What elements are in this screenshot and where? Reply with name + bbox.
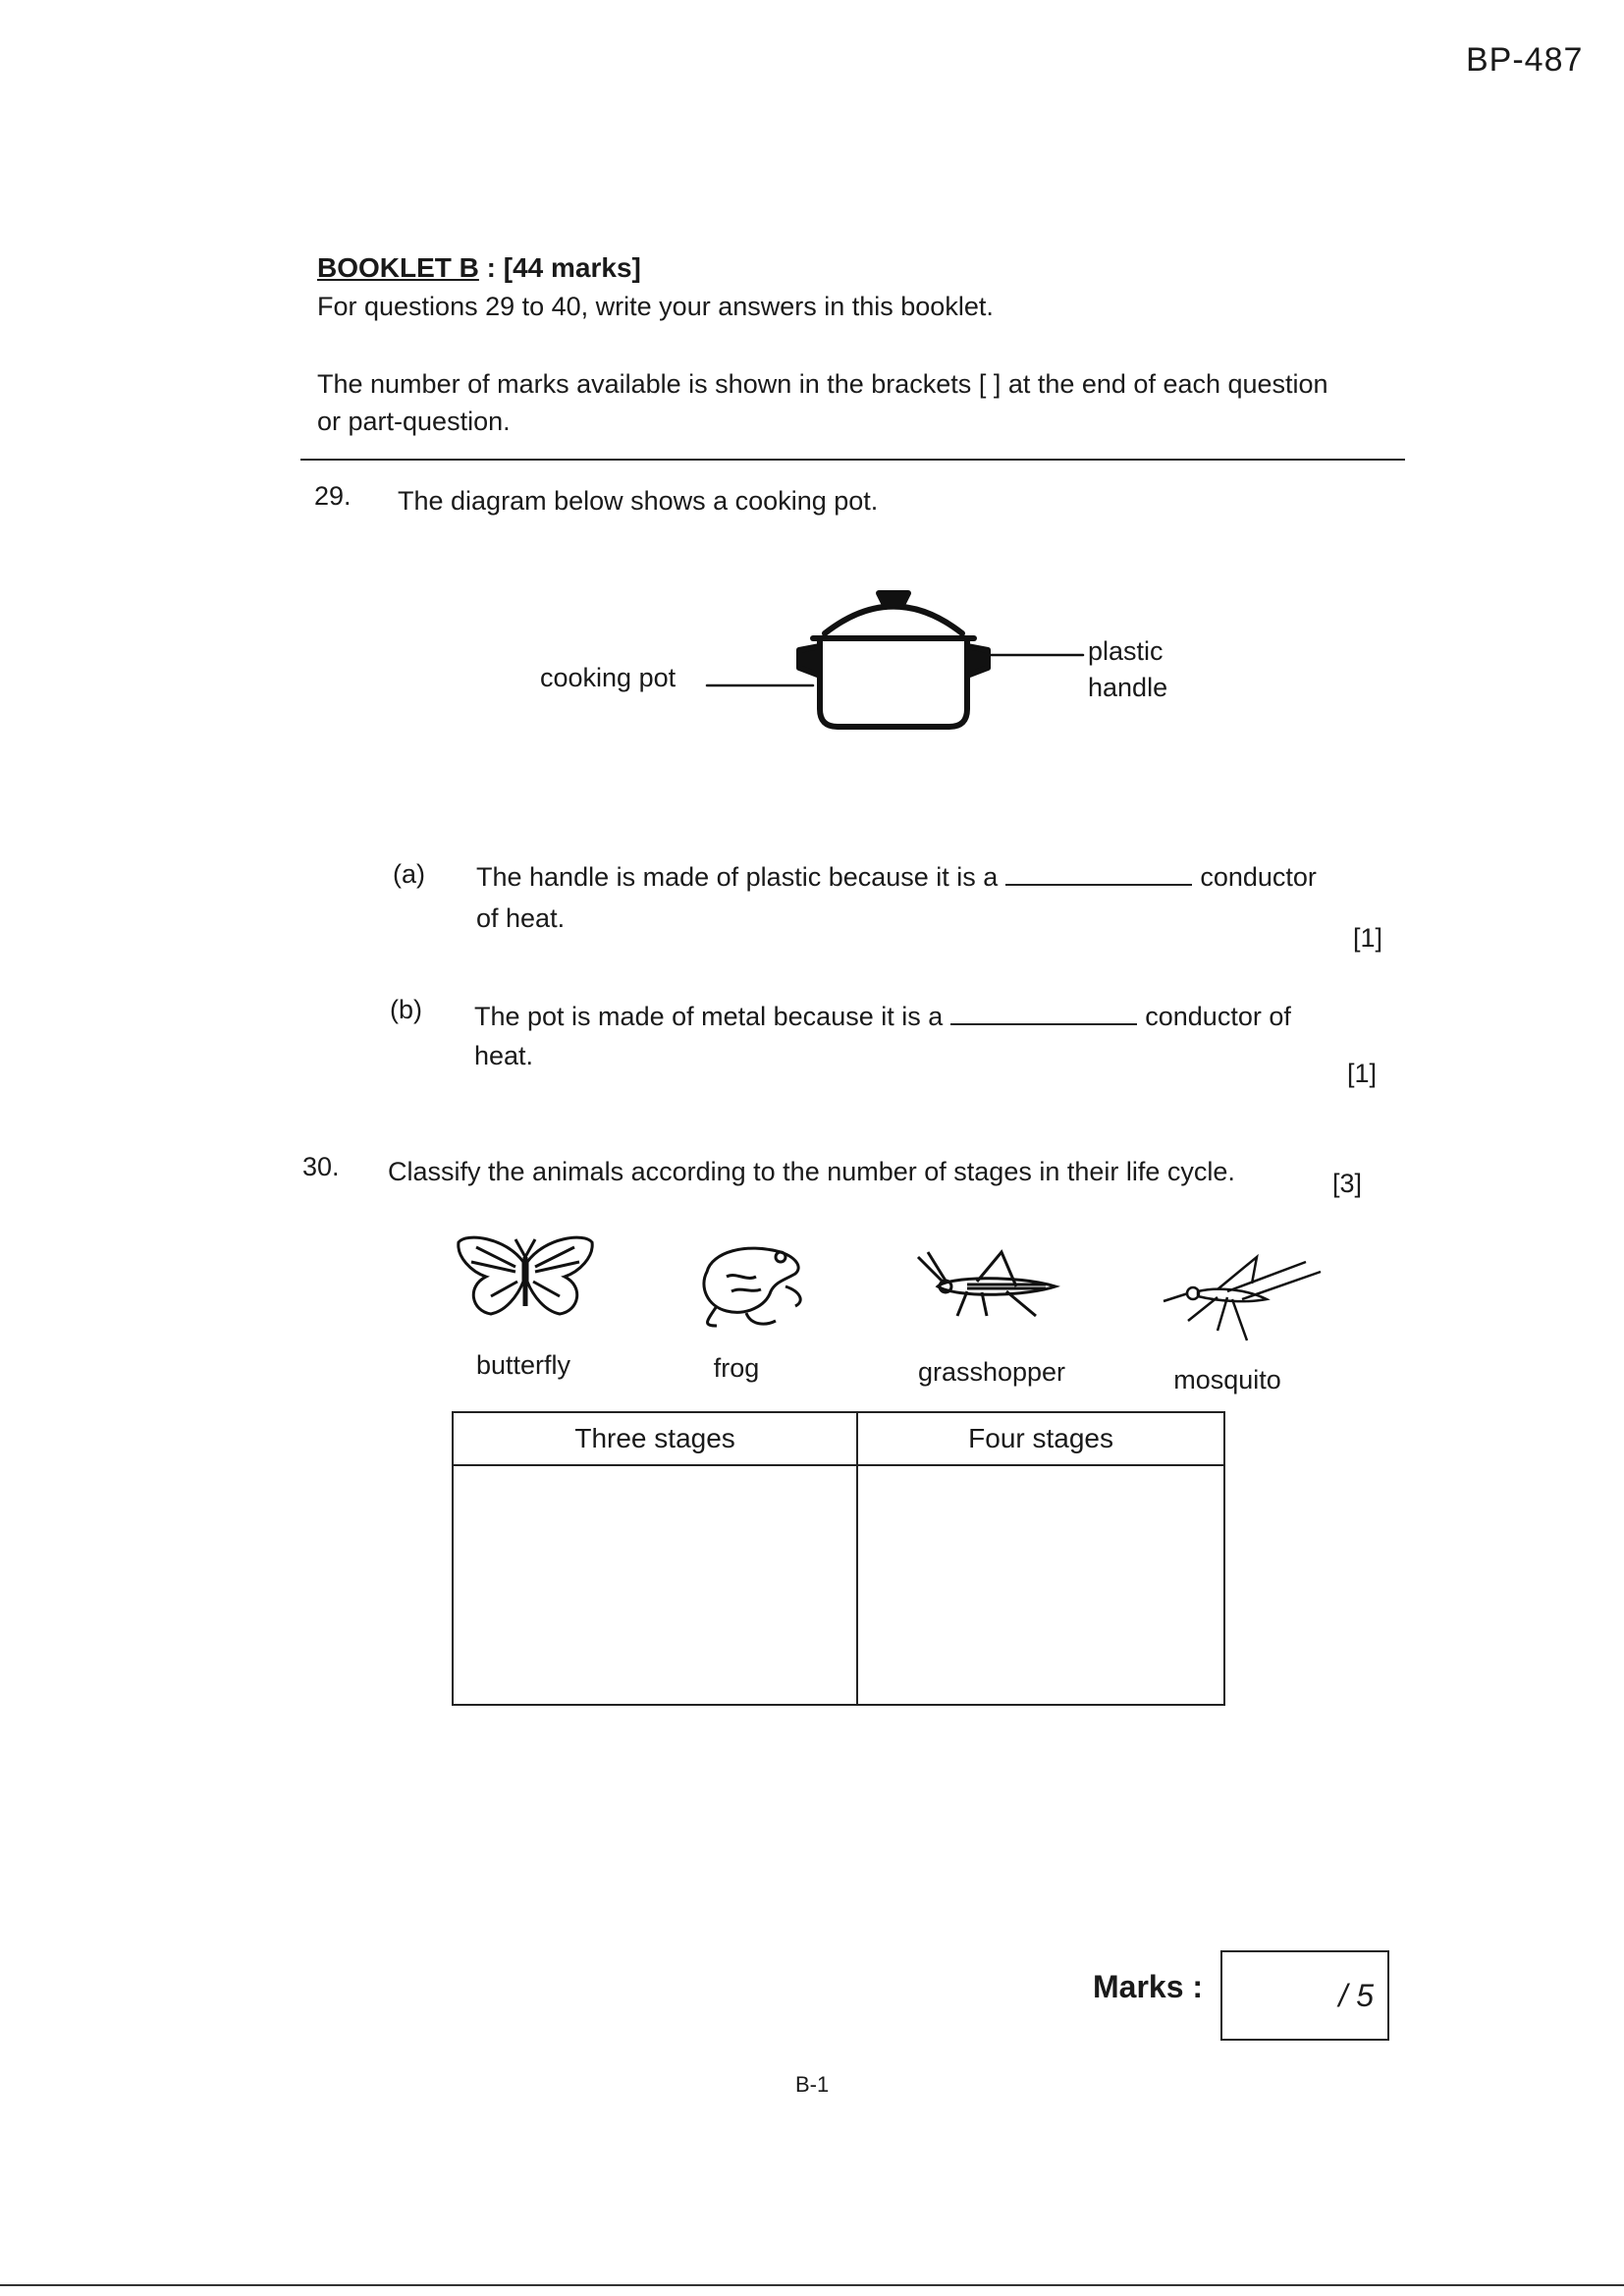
question-30-text: Classify the animals according to the number of stages in their life cycle.	[388, 1157, 1235, 1186]
grasshopper-icon	[908, 1247, 1065, 1326]
diagram-label-handle: handle	[1088, 673, 1168, 702]
three-stages-answer-cell[interactable]	[453, 1465, 857, 1705]
animal-label-grasshopper: grasshopper	[917, 1357, 1066, 1387]
bottom-divider	[0, 2284, 1624, 2286]
marks-box[interactable]	[1220, 1950, 1389, 2041]
part-a-text-line2: of heat.	[476, 903, 566, 933]
part-a-marks: [1]	[1353, 923, 1383, 953]
header-four-stages: Four stages	[857, 1412, 1224, 1465]
page-number: B-1	[795, 2072, 830, 2097]
booklet-instruction: For questions 29 to 40, write your answers in this booklet.	[317, 292, 994, 321]
part-a-label: (a)	[393, 859, 425, 889]
marks-value: / 5	[1338, 1978, 1374, 2013]
part-a-answer-blank[interactable]	[1005, 864, 1192, 886]
part-b-label: (b)	[390, 995, 422, 1024]
diagram-label-cooking-pot: cooking pot	[540, 663, 677, 692]
question-29-number: 29.	[314, 481, 352, 511]
four-stages-answer-cell[interactable]	[857, 1465, 1224, 1705]
question-29-text: The diagram below shows a cooking pot.	[398, 486, 879, 516]
frog-icon	[687, 1232, 815, 1331]
cooking-pot-icon	[707, 593, 1083, 727]
butterfly-icon	[447, 1228, 604, 1326]
marks-instruction: The number of marks available is shown in the brackets [ ] at the end of each question or part-question.	[317, 369, 1328, 436]
booklet-marks: : [44 marks]	[478, 252, 641, 283]
part-b-text-after: conductor of	[1145, 1002, 1291, 1031]
part-b-marks: [1]	[1347, 1059, 1378, 1088]
diagram-label-plastic: plastic	[1088, 636, 1164, 666]
part-a-question	[476, 862, 1317, 893]
booklet-name: BOOKLET B	[317, 252, 479, 283]
mosquito-icon	[1159, 1252, 1326, 1345]
question-30-marks: [3]	[1332, 1169, 1363, 1198]
part-a-text-after: conductor	[1200, 862, 1317, 892]
document-code: BP-487	[1466, 41, 1584, 79]
animal-label-mosquito: mosquito	[1173, 1365, 1281, 1394]
animal-label-frog: frog	[713, 1353, 760, 1383]
part-b-answer-blank[interactable]	[950, 1004, 1137, 1025]
animal-label-butterfly: butterfly	[475, 1350, 571, 1380]
marks-label: Marks :	[1093, 1969, 1204, 2004]
part-b-question	[474, 1002, 1291, 1032]
header-three-stages: Three stages	[453, 1412, 857, 1465]
part-b-text-line2: heat.	[474, 1041, 534, 1070]
question-30-number: 30.	[302, 1152, 340, 1181]
part-b-text: The pot is made of metal because it is a	[474, 1002, 944, 1031]
part-a-text: The handle is made of plastic because it is a	[476, 862, 999, 892]
classification-table	[452, 1411, 1225, 1706]
